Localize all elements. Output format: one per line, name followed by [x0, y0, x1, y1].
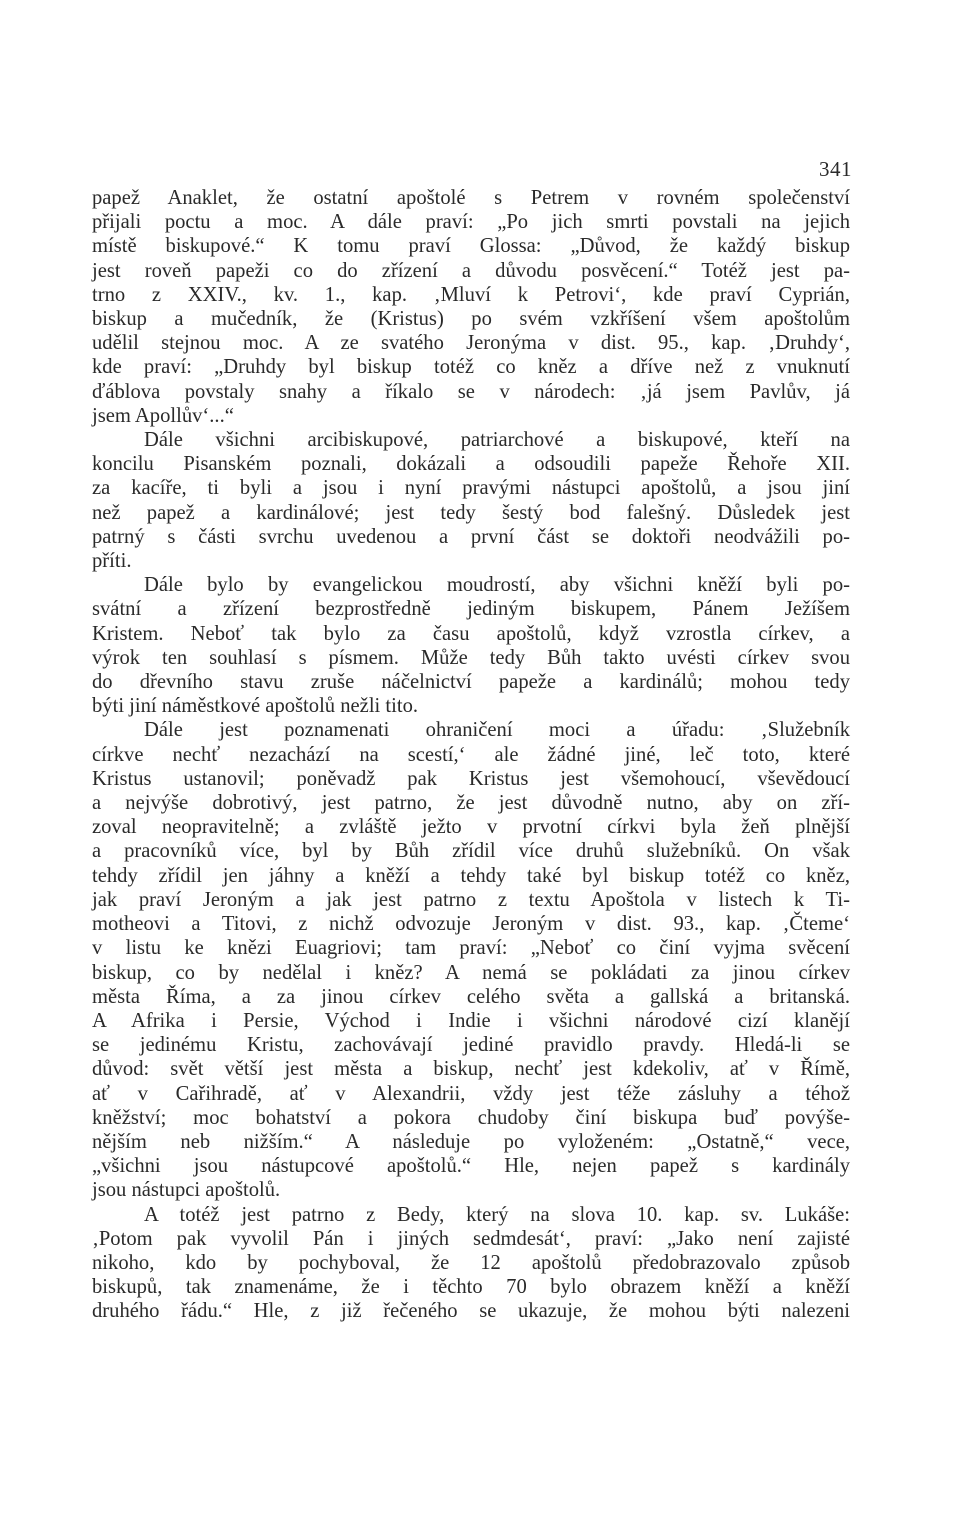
text-line: Kristem. Neboť tak bylo za času apoštolů, když vzrostla církev, a [92, 622, 850, 645]
text-line: a nejvýše dobrotivý, jest patrno, že jest důvodně nutno, aby on zří- [92, 792, 850, 815]
text-line: „všichni jsou nástupcové apoštolů.“ Hle, nejen papež s kardinály [92, 1155, 850, 1178]
text-line: kněžství; moc bohatství a pokora chudoby činí biskupa buď povýše- [92, 1106, 850, 1129]
text-line: biskup, co by nedělal i kněz? A nemá se pokládati za jinou církev [92, 961, 850, 984]
text-line: udělil stejnou moc. A ze svatého Jeronýma v dist. 95., kap. ‚Druhdy‘, [92, 332, 850, 355]
text-line: ať v Cařihradě, ať v Alexandrii, vždy jest téže zásluhy a téhož [92, 1082, 850, 1105]
text-line: papež Anaklet, že ostatní apoštolé s Petrem v rovném společenství [92, 187, 850, 209]
text-line: jsem Apollův‘...“ [92, 404, 234, 427]
text-line: Kristus ustanovil; poněvadž pak Kristus jest všemohoucí, vševědoucí [92, 767, 850, 790]
text-line: se jedinému Kristu, zachovávají jediné pravidlo pravdy. Hledá-li se [92, 1034, 850, 1057]
text-line: církve nechť nezachází na scestí,‘ ale žádné jiné, leč toto, které [92, 743, 850, 766]
text-line: a pracovníků více, byl by Bůh zřídil více druhů služebníků. On však [92, 840, 850, 863]
text-line: motheovi a Titovi, z nichž odvozuje Jeroným v dist. 93., kap. ‚Čteme‘ [92, 913, 850, 936]
text-line: ďáblova povstaly snahy a říkalo se v národech: ‚já jsem Pavlův, já [92, 380, 850, 403]
text-line: druhého řádu.“ Hle, z již řečeného se ukazuje, že mohou býti nalezeni [92, 1300, 850, 1323]
text-line: Dále bylo by evangelickou moudrostí, aby všichni kněží byli po- [144, 574, 850, 597]
text-line: jsou nástupci apoštolů. [92, 1179, 281, 1202]
text-line: nikoho, kdo by pochyboval, že 12 apoštolů předobrazovalo způsob [92, 1251, 850, 1274]
text-line: výrok ten souhlasí s písmem. Může tedy Bůh takto uvésti církev svou [92, 646, 850, 669]
text-line: místě biskupové.“ K tomu praví Glossa: „Důvod, že každý biskup [92, 235, 850, 258]
text-line: nějším neb nižším.“ A následuje po vyloženém: „Ostatně,“ vece, [92, 1130, 850, 1153]
text-line: A Afrika i Persie, Východ i Indie i všichni národové cizí klanějí [92, 1009, 850, 1032]
text-line: trno z XXIV., kv. 1., kap. ‚Mluví k Petrovi‘, kde praví Cyprián, [92, 283, 850, 306]
text-line: jest roveň papeži co do zřízení a důvodu posvěcení.“ Totéž jest pa- [92, 259, 850, 282]
text-line: přijali poctu a moc. A dále praví: „Po jich smrti povstali na jejich [92, 211, 850, 234]
text-line: jak praví Jeroným a jak jest patrno z textu Apoštola v listech k Ti- [92, 888, 850, 911]
text-line: ‚Potom pak vyvolil Pán i jiných sedmdesát‘, praví: „Jako není zajisté [92, 1227, 850, 1250]
page-number: 341 [819, 157, 852, 181]
text-line: svátní a zřízení bezprostředně jediným biskupem, Pánem Ježíšem [92, 598, 850, 621]
body-text [92, 186, 850, 1324]
text-line: biskup a mučedník, že (Kristus) po svém vzkříšení všem apoštolům [92, 308, 850, 331]
text-line: za kacíře, ti byli a jsou i nyní pravými nástupci apoštolů, a jsou jiní [92, 477, 850, 500]
text-line: zoval neopravitelně; a zvláště ježto v prvotní církvi byla žeň plnější [92, 816, 850, 839]
text-line: důvod: svět větší jest města a biskup, nechť jest kdekoliv, ať v Římě, [92, 1058, 850, 1081]
text-line: Dále všichni arcibiskupové, patriarchové a biskupové, kteří na [144, 429, 850, 452]
text-line: tehdy zřídil jen jáhny a kněží a tehdy také byl biskup totéž co kněz, [92, 864, 850, 887]
text-line: příti. [92, 550, 132, 573]
text-line: kde praví: „Druhdy byl biskup totéž co kněz a dříve než z vnuknutí [92, 356, 850, 379]
text-line: A totéž jest patrno z Bedy, který na slova 10. kap. sv. Lukáše: [144, 1203, 850, 1226]
text-line: do dřevního stavu zruše náčelnictví papeže a kardinálů; mohou tedy [92, 671, 850, 694]
text-line: města Říma, a za jinou církev celého světa a gallská a britanská. [92, 985, 850, 1008]
text-line: biskupů, tak znamenáme, že i těchto 70 bylo obrazem kněží a kněží [92, 1276, 850, 1299]
text-line: býti jiní náměstkové apoštolů nežli tito. [92, 695, 419, 718]
text-line: v listu ke knězi Euagriovi; tam praví: „Neboť co činí vyjma svěcení [92, 937, 850, 960]
text-line: koncilu Pisanském poznali, dokázali a odsoudili papeže Řehoře XII. [92, 453, 850, 476]
text-line: Dále jest poznamenati ohraničení moci a úřadu: ‚Služebník [144, 719, 850, 742]
text-line: patrný s části svrchu uvedenou a první část se doktoři neodvážili po- [92, 525, 850, 548]
text-line: než papež a kardinálové; jest tedy šestý bod falešný. Důsledek jest [92, 501, 850, 524]
